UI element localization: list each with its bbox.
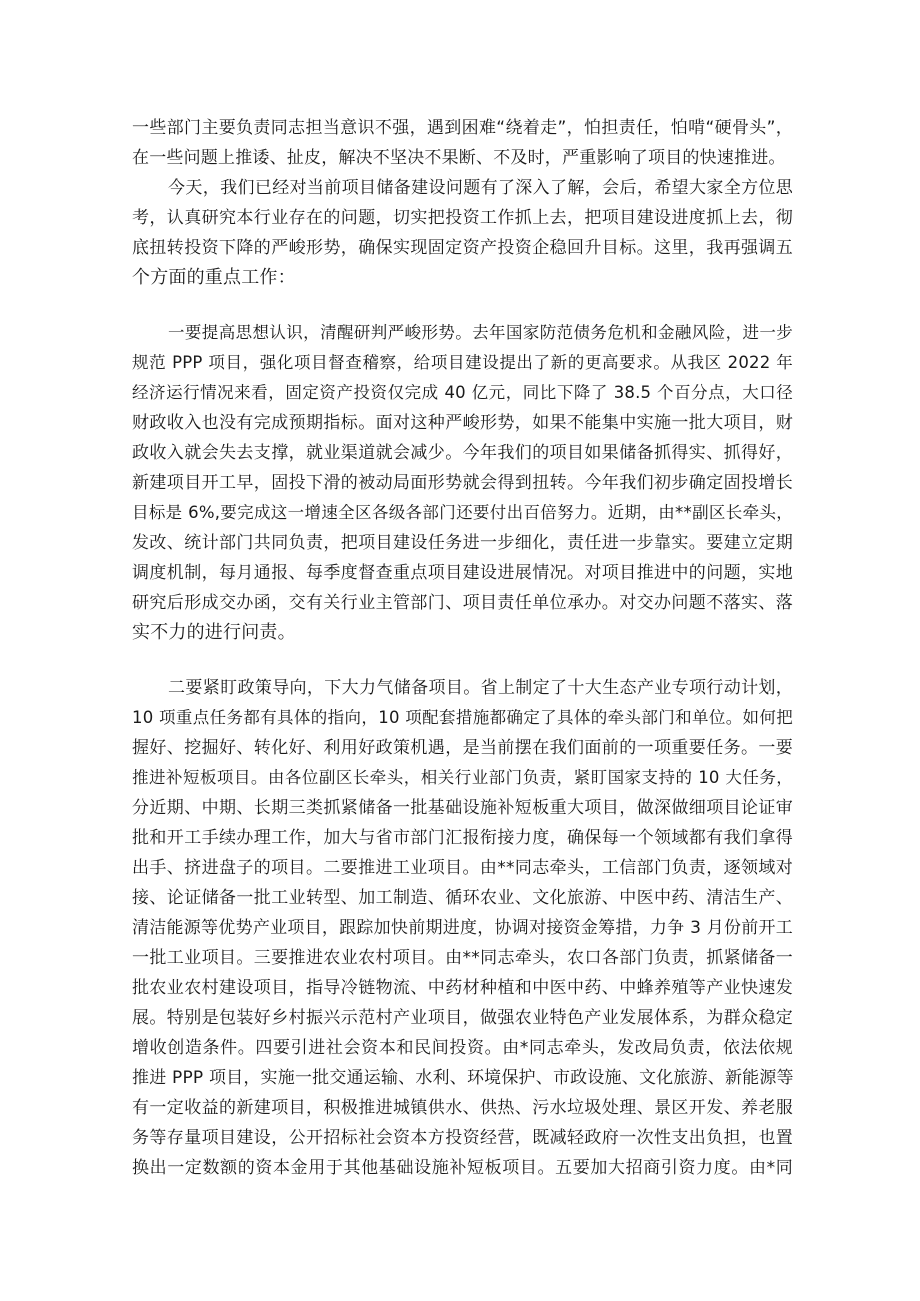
paragraph-line: 一批工业项目。三要推进农业农村项目。由**同志牵头，农口各部门负责，抓紧储备一 — [132, 948, 793, 968]
paragraph-line: 在一些问题上推诿、扯皮，解决不坚决不果断、不及时，严重影响了项目的快速推进。 — [132, 148, 786, 168]
paragraph-4 — [132, 673, 793, 1183]
paragraph-line: 出手、挤进盘子的项目。二要推进工业项目。由**同志牵头，工信部门负责，逐领域对 — [132, 858, 793, 878]
paragraph-line: 考，认真研究本行业存在的问题，切实把投资工作抓上去，把项目建设进度抓上去，彻 — [132, 208, 793, 228]
paragraph-line: 换出一定数额的资本金用于其他基础设施补短板项目。五要加大招商引资力度。由*同 — [132, 1158, 793, 1178]
paragraph-line: 批农业农村建设项目，指导冷链物流、中药材种植和中医中药、中蜂养殖等产业快速发 — [132, 978, 793, 998]
paragraph-line: 一些部门主要负责同志担当意识不强，遇到困难“绕着走”，怕担责任，怕啃“硬骨头”， — [132, 118, 793, 138]
paragraph-line: 实不力的进行问责。 — [132, 622, 296, 643]
paragraph-line: 经济运行情况来看，固定资产投资仅完成 40 亿元，同比下降了 38.5 个百分点，大口径 — [132, 383, 793, 402]
paragraph-line: 10 项重点任务都有具体的指向，10 项配套措施都确定了具体的牵头部门和单位。如何把 — [132, 708, 793, 727]
paragraph-line: 个方面的重点工作： — [132, 267, 296, 288]
paragraph-line: 推进 PPP 项目，实施一批交通运输、水利、环境保护、市政设施、文化旅游、新能源等 — [132, 1068, 794, 1088]
paragraph-line: 规范 PPP 项目，强化项目督查稽察，给项目建设提出了新的更高要求。从我区 2022 年 — [132, 353, 793, 372]
paragraph-line: 发改、统计部门共同负责，把项目建设任务进一步细化，责任进一步靠实。要建立定期 — [132, 533, 793, 553]
paragraph-line: 增收创造条件。四要引进社会资本和民间投资。由*同志牵头，发改局负责，依法依规 — [132, 1038, 793, 1058]
paragraph-2 — [132, 173, 793, 293]
paragraph-line: 接、论证储备一批工业转型、加工制造、循环农业、文化旅游、中医中药、清洁生产、 — [132, 888, 793, 908]
paragraph-line: 今天，我们已经对当前项目储备建设问题有了深入了解，会后，希望大家全方位思 — [168, 178, 793, 198]
paragraph-line: 目标是 6%,要完成这一增速全区各级各部门还要付出百倍努力。近期，由**副区长牵头， — [132, 503, 793, 522]
paragraph-line: 一要提高思想认识，清醒研判严峻形势。去年国家防范债务危机和金融风险，进一步 — [168, 323, 793, 342]
paragraph-line: 清洁能源等优势产业项目，跟踪加快前期进度，协调对接资金筹措，力争 3 月份前开工 — [132, 918, 793, 938]
paragraph-line: 批和开工手续办理工作，加大与省市部门汇报衔接力度，确保每一个领域都有我们拿得 — [132, 828, 793, 848]
paragraph-line: 握好、挖掘好、转化好、利用好政策机遇，是当前摆在我们面前的一项重要任务。一要 — [132, 738, 793, 758]
paragraph-1 — [132, 113, 793, 173]
paragraph-line: 务等存量项目建设，公开招标社会资本方投资经营，既减轻政府一次性支出负担，也置 — [132, 1128, 793, 1148]
paragraph-line: 展。特别是包装好乡村振兴示范村产业项目，做强农业特色产业发展体系，为群众稳定 — [132, 1008, 793, 1028]
paragraph-line: 推进补短板项目。由各位副区长牵头，相关行业部门负责，紧盯国家支持的 10 大任务， — [132, 768, 793, 787]
paragraph-line: 财政收入也没有完成预期指标。面对这种严峻形势，如果不能集中实施一批大项目，财 — [132, 413, 793, 433]
paragraph-line: 新建项目开工早，固投下滑的被动局面形势就会得到扭转。今年我们初步确定固投增长 — [132, 473, 793, 493]
paragraph-3 — [132, 318, 793, 648]
paragraph-line: 底扭转投资下降的严峻形势，确保实现固定资产投资企稳回升目标。这里，我再强调五 — [132, 238, 793, 258]
paragraph-line: 政收入就会失去支撑，就业渠道就会减少。今年我们的项目如果储备抓得实、抓得好， — [132, 443, 793, 463]
paragraph-line: 研究后形成交办函，交有关行业主管部门、项目责任单位承办。对交办问题不落实、落 — [132, 593, 793, 613]
paragraph-line: 二要紧盯政策导向，下大力气储备项目。省上制定了十大生态产业专项行动计划， — [168, 678, 793, 698]
paragraph-line: 调度机制，每月通报、每季度督查重点项目建设进展情况。对项目推进中的问题，实地 — [132, 563, 793, 583]
paragraph-line: 分近期、中期、长期三类抓紧储备一批基础设施补短板重大项目，做深做细项目论证审 — [132, 798, 793, 818]
paragraph-line: 有一定收益的新建项目，积极推进城镇供水、供热、污水垃圾处理、景区开发、养老服 — [132, 1098, 793, 1118]
